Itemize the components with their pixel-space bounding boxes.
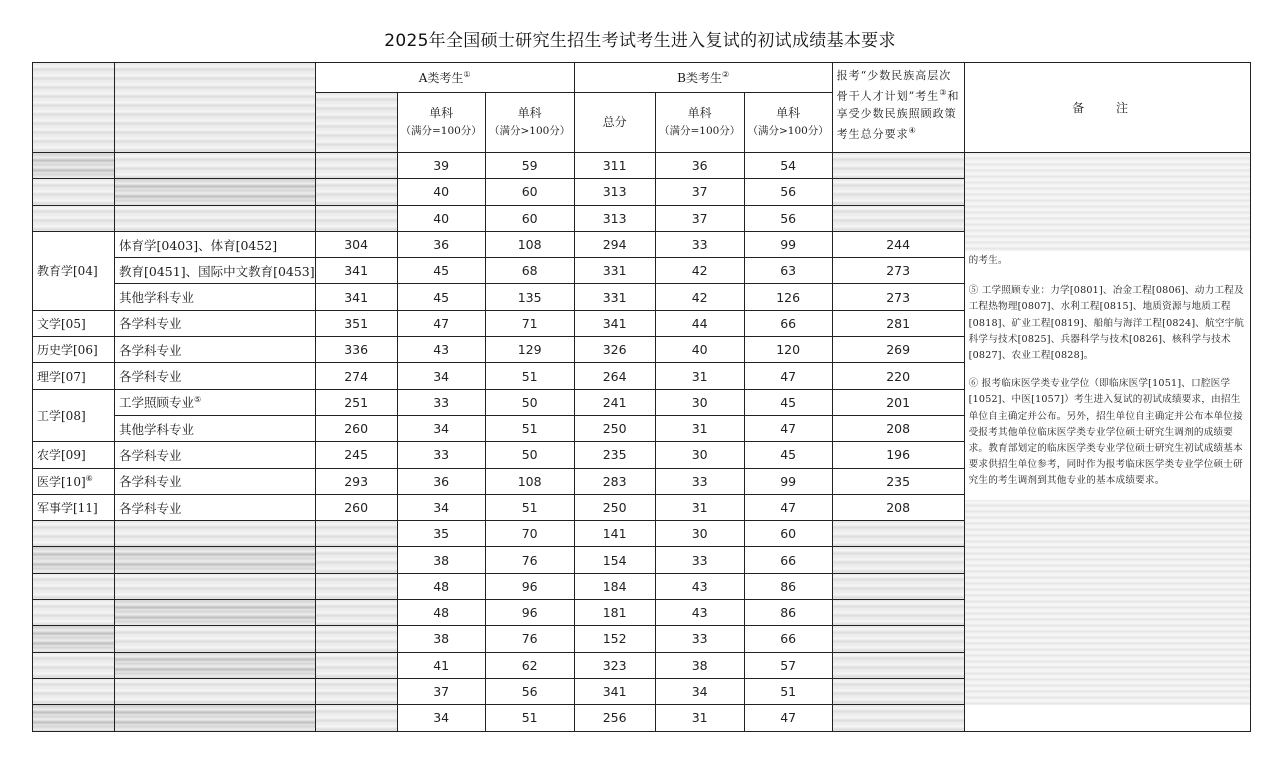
b-single-gt100-header: 单科 （满分>100分）	[744, 93, 832, 153]
b-s100-cell: 37	[655, 205, 744, 231]
a-sgt100-cell: 56	[485, 678, 574, 704]
a-s100-cell: 38	[397, 626, 485, 652]
vip-cell	[832, 153, 964, 179]
major-cell: 工学照顾专业⑤	[115, 389, 316, 415]
b-total-cell: 341	[574, 678, 655, 704]
a-s100-cell: 41	[397, 652, 485, 678]
discipline-cell: 军事学[11]	[33, 494, 115, 520]
note-6: ⑥ 报考临床医学类专业学位（即临床医学[1051]、口腔医学[1052]、中医[1057]）考生进入复试的初试成绩要求，由招生单位自主确定并公布。另外，招生单位自主确定并公布本单位接受报考其他单位临床医学类专业学位硕士研究生调剂的成绩要求。教育部划定的临床医学类专业学位硕士研究生初试成绩基本要求供招生单位参考，同时作为报考临床医学类专业学位硕士研究生的考生调剂到其他专业的基本成绩要求。	[968, 378, 1243, 487]
a-single-100-header: 单科 （满分=100分）	[397, 93, 485, 153]
discipline-cell	[33, 600, 115, 626]
b-total-cell: 283	[574, 468, 655, 494]
b-s100-cell: 33	[655, 231, 744, 257]
score-table	[32, 62, 1251, 732]
discipline-cell: 文学[05]	[33, 310, 115, 336]
b-total-cell: 154	[574, 547, 655, 573]
b-total-cell: 313	[574, 205, 655, 231]
a-s100-cell: 35	[397, 521, 485, 547]
b-sgt100-cell: 86	[744, 600, 832, 626]
a-total-cell: 351	[315, 310, 397, 336]
b-total-cell: 250	[574, 415, 655, 441]
a-total-cell	[315, 521, 397, 547]
discipline-cell: 理学[07]	[33, 363, 115, 389]
b-total-cell: 181	[574, 600, 655, 626]
b-total-cell: 250	[574, 494, 655, 520]
b-sgt100-cell: 66	[744, 310, 832, 336]
discipline-cell	[33, 678, 115, 704]
a-sgt100-cell: 96	[485, 600, 574, 626]
major-cell	[115, 179, 316, 205]
major-cell	[115, 626, 316, 652]
b-s100-cell: 33	[655, 468, 744, 494]
major-cell	[115, 652, 316, 678]
a-sgt100-cell: 129	[485, 337, 574, 363]
major-cell	[115, 205, 316, 231]
discipline-cell	[33, 547, 115, 573]
b-total-cell: 341	[574, 310, 655, 336]
a-s100-cell: 36	[397, 468, 485, 494]
a-s100-cell: 34	[397, 363, 485, 389]
major-cell: 各学科专业	[115, 337, 316, 363]
major-header	[115, 63, 316, 153]
a-s100-cell: 40	[397, 179, 485, 205]
a-total-cell	[315, 652, 397, 678]
b-sgt100-cell: 57	[744, 652, 832, 678]
b-sgt100-cell: 120	[744, 337, 832, 363]
a-total-cell	[315, 573, 397, 599]
b-single-100-header: 单科 （满分=100分）	[655, 93, 744, 153]
a-sgt100-cell: 70	[485, 521, 574, 547]
major-cell: 其他学科专业	[115, 284, 316, 310]
vip-header: 报考“少数民族高层次骨干人才计划”考生③和享受少数民族照顾政策考生总分要求④	[832, 63, 964, 153]
b-s100-cell: 34	[655, 678, 744, 704]
vip-cell: 220	[832, 363, 964, 389]
major-cell: 其他学科专业	[115, 415, 316, 441]
b-total-cell: 294	[574, 231, 655, 257]
a-sgt100-cell: 50	[485, 442, 574, 468]
a-s100-cell: 37	[397, 678, 485, 704]
discipline-header	[33, 63, 115, 153]
discipline-cell: 农学[09]	[33, 442, 115, 468]
a-total-cell: 336	[315, 337, 397, 363]
a-sgt100-cell: 51	[485, 494, 574, 520]
discipline-cell	[33, 179, 115, 205]
discipline-cell	[33, 705, 115, 731]
b-total-cell: 311	[574, 153, 655, 179]
b-sgt100-cell: 54	[744, 153, 832, 179]
a-s100-cell: 45	[397, 258, 485, 284]
b-total-cell: 264	[574, 363, 655, 389]
a-sgt100-cell: 60	[485, 205, 574, 231]
b-total-cell: 141	[574, 521, 655, 547]
a-s100-cell: 36	[397, 231, 485, 257]
b-s100-cell: 42	[655, 258, 744, 284]
remarks-header: 备 注	[964, 63, 1250, 153]
redacted-note	[965, 153, 1250, 251]
a-sgt100-cell: 62	[485, 652, 574, 678]
major-cell	[115, 521, 316, 547]
vip-cell: 196	[832, 442, 964, 468]
b-sgt100-cell: 56	[744, 205, 832, 231]
a-total-cell: 260	[315, 415, 397, 441]
vip-cell	[832, 705, 964, 731]
a-sgt100-cell: 108	[485, 231, 574, 257]
a-total-cell: 341	[315, 284, 397, 310]
discipline-cell	[33, 626, 115, 652]
b-total-cell: 184	[574, 573, 655, 599]
major-cell: 各学科专业	[115, 442, 316, 468]
vip-cell	[832, 547, 964, 573]
b-s100-cell: 44	[655, 310, 744, 336]
b-sgt100-cell: 63	[744, 258, 832, 284]
a-total-cell: 251	[315, 389, 397, 415]
b-sgt100-cell: 51	[744, 678, 832, 704]
b-s100-cell: 40	[655, 337, 744, 363]
a-total-cell	[315, 705, 397, 731]
a-s100-cell: 45	[397, 284, 485, 310]
b-sgt100-cell: 47	[744, 705, 832, 731]
a-sgt100-cell: 71	[485, 310, 574, 336]
b-sgt100-cell: 99	[744, 231, 832, 257]
vip-cell	[832, 600, 964, 626]
redacted-note-bottom	[965, 500, 1250, 705]
b-sgt100-cell: 47	[744, 494, 832, 520]
b-s100-cell: 43	[655, 573, 744, 599]
b-total-cell: 326	[574, 337, 655, 363]
vip-cell	[832, 521, 964, 547]
vip-cell	[832, 573, 964, 599]
discipline-cell	[33, 652, 115, 678]
b-sgt100-cell: 45	[744, 389, 832, 415]
major-cell	[115, 573, 316, 599]
a-total-cell: 304	[315, 231, 397, 257]
b-s100-cell: 42	[655, 284, 744, 310]
table-row	[33, 153, 1251, 179]
b-s100-cell: 38	[655, 652, 744, 678]
a-total-cell: 260	[315, 494, 397, 520]
b-sgt100-cell: 86	[744, 573, 832, 599]
a-total-cell	[315, 600, 397, 626]
vip-cell: 208	[832, 415, 964, 441]
vip-cell: 269	[832, 337, 964, 363]
a-total-cell	[315, 179, 397, 205]
a-sgt100-cell: 51	[485, 705, 574, 731]
vip-cell: 281	[832, 310, 964, 336]
discipline-cell: 工学[08]	[33, 389, 115, 442]
vip-cell	[832, 205, 964, 231]
a-total-cell: 293	[315, 468, 397, 494]
b-total-cell: 323	[574, 652, 655, 678]
a-sgt100-cell: 59	[485, 153, 574, 179]
b-s100-cell: 43	[655, 600, 744, 626]
b-total-cell: 331	[574, 284, 655, 310]
vip-cell: 235	[832, 468, 964, 494]
b-s100-cell: 31	[655, 363, 744, 389]
vip-cell	[832, 678, 964, 704]
b-sgt100-cell: 60	[744, 521, 832, 547]
discipline-cell: 教育学[04]	[33, 231, 115, 310]
b-sgt100-cell: 66	[744, 626, 832, 652]
b-total-cell: 313	[574, 179, 655, 205]
b-s100-cell: 37	[655, 179, 744, 205]
vip-cell	[832, 652, 964, 678]
a-sgt100-cell: 96	[485, 573, 574, 599]
remarks-cell	[964, 153, 1250, 732]
discipline-cell	[33, 205, 115, 231]
major-cell	[115, 678, 316, 704]
vip-cell	[832, 179, 964, 205]
b-total-cell: 235	[574, 442, 655, 468]
a-sgt100-cell: 76	[485, 626, 574, 652]
a-sgt100-cell: 60	[485, 179, 574, 205]
a-sgt100-cell: 51	[485, 415, 574, 441]
a-total-cell: 245	[315, 442, 397, 468]
a-total-cell	[315, 205, 397, 231]
major-cell	[115, 705, 316, 731]
b-sgt100-cell: 47	[744, 415, 832, 441]
group-b-header: B类考生②	[574, 63, 832, 93]
b-s100-cell: 31	[655, 705, 744, 731]
b-sgt100-cell: 126	[744, 284, 832, 310]
page-title: 2025年全国硕士研究生招生考试考生进入复试的初试成绩基本要求	[384, 31, 896, 51]
a-s100-cell: 34	[397, 494, 485, 520]
b-total-header: 总分	[574, 93, 655, 153]
vip-cell: 273	[832, 258, 964, 284]
a-s100-cell: 39	[397, 153, 485, 179]
a-total-cell: 341	[315, 258, 397, 284]
b-sgt100-cell: 99	[744, 468, 832, 494]
b-s100-cell: 36	[655, 153, 744, 179]
major-cell	[115, 600, 316, 626]
a-sgt100-cell: 68	[485, 258, 574, 284]
major-cell: 各学科专业	[115, 310, 316, 336]
a-s100-cell: 33	[397, 389, 485, 415]
a-sgt100-cell: 108	[485, 468, 574, 494]
a-s100-cell: 47	[397, 310, 485, 336]
a-sgt100-cell: 51	[485, 363, 574, 389]
discipline-cell: 历史学[06]	[33, 337, 115, 363]
a-s100-cell: 34	[397, 705, 485, 731]
a-sgt100-cell: 135	[485, 284, 574, 310]
discipline-cell: 医学[10]⑥	[33, 468, 115, 494]
b-s100-cell: 31	[655, 415, 744, 441]
b-s100-cell: 30	[655, 442, 744, 468]
vip-cell: 201	[832, 389, 964, 415]
a-total-cell	[315, 153, 397, 179]
major-cell: 体育学[0403]、体育[0452]	[115, 231, 316, 257]
a-total-cell	[315, 678, 397, 704]
b-total-cell: 331	[574, 258, 655, 284]
b-sgt100-cell: 45	[744, 442, 832, 468]
discipline-cell	[33, 573, 115, 599]
major-cell: 各学科专业	[115, 494, 316, 520]
b-s100-cell: 33	[655, 547, 744, 573]
note-5: ⑤ 工学照顾专业：力学[0801]、冶金工程[0806]、动力工程及工程热物理[0807]、水利工程[0815]、地质资源与地质工程[0818]、矿业工程[0819]、船舶与海洋工程[0824]、航空宇航科学与技术[0825]、兵器科学与技术[0826]、核科学与技术[0827]、农业工程[0828]。	[968, 285, 1245, 362]
vip-cell: 208	[832, 494, 964, 520]
major-cell	[115, 153, 316, 179]
b-total-cell: 152	[574, 626, 655, 652]
b-total-cell: 241	[574, 389, 655, 415]
discipline-cell	[33, 521, 115, 547]
a-sgt100-cell: 50	[485, 389, 574, 415]
b-sgt100-cell: 47	[744, 363, 832, 389]
major-cell	[115, 547, 316, 573]
a-s100-cell: 38	[397, 547, 485, 573]
vip-cell: 273	[832, 284, 964, 310]
b-sgt100-cell: 56	[744, 179, 832, 205]
a-single-gt100-header: 单科 （满分>100分）	[485, 93, 574, 153]
note-1-tail: 的考生。	[968, 255, 1008, 266]
discipline-cell	[33, 153, 115, 179]
a-s100-cell: 34	[397, 415, 485, 441]
a-s100-cell: 33	[397, 442, 485, 468]
b-s100-cell: 33	[655, 626, 744, 652]
vip-cell: 244	[832, 231, 964, 257]
a-total-cell: 274	[315, 363, 397, 389]
b-s100-cell: 30	[655, 389, 744, 415]
a-s100-cell: 48	[397, 600, 485, 626]
a-total-cell	[315, 626, 397, 652]
group-a-header: A类考生①	[315, 63, 574, 93]
a-total-cell	[315, 547, 397, 573]
vip-cell	[832, 626, 964, 652]
a-sgt100-cell: 76	[485, 547, 574, 573]
major-cell: 各学科专业	[115, 363, 316, 389]
b-s100-cell: 31	[655, 494, 744, 520]
major-cell: 各学科专业	[115, 468, 316, 494]
b-sgt100-cell: 66	[744, 547, 832, 573]
a-s100-cell: 48	[397, 573, 485, 599]
b-total-cell: 256	[574, 705, 655, 731]
a-s100-cell: 40	[397, 205, 485, 231]
major-cell: 教育[0451]、国际中文教育[0453]	[115, 258, 316, 284]
a-s100-cell: 43	[397, 337, 485, 363]
b-s100-cell: 30	[655, 521, 744, 547]
a-total-header	[315, 93, 397, 153]
